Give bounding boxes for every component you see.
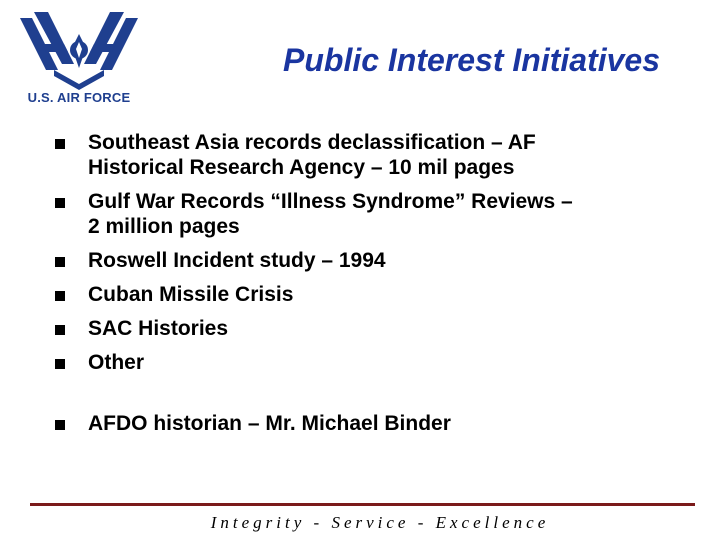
bullet-item xyxy=(54,316,694,341)
usaf-logo xyxy=(14,8,144,104)
bullet-line: Historical Research Agency – 10 mil pages xyxy=(88,156,515,179)
bullet-item xyxy=(54,130,694,180)
bullet-line: 2 million pages xyxy=(88,215,240,238)
usaf-wings-symbol-icon xyxy=(14,8,144,90)
bullet-line: Cuban Missile Crisis xyxy=(88,283,294,306)
bullet-item xyxy=(54,282,694,307)
bullet-item xyxy=(54,248,694,273)
bullet-list xyxy=(54,130,694,445)
footer-rule xyxy=(30,503,695,506)
bullet-line: SAC Histories xyxy=(88,317,229,340)
bullet-line: Other xyxy=(88,351,145,374)
bullet-line: Southeast Asia records declassification – AF xyxy=(88,131,536,154)
slide-title: Public Interest Initiatives xyxy=(283,42,660,78)
footer-motto: Integrity - Service - Excellence xyxy=(210,513,550,532)
bullet-line: AFDO historian – Mr. Michael Binder xyxy=(88,412,451,435)
bullet-item xyxy=(54,350,694,375)
bullet-item xyxy=(54,411,694,436)
logo-text: U.S. AIR FORCE xyxy=(27,90,131,105)
bullet-line: Roswell Incident study – 1994 xyxy=(88,249,386,272)
bullet-line: Gulf War Records “Illness Syndrome” Reviews – xyxy=(88,190,573,213)
bullet-item xyxy=(54,189,694,239)
